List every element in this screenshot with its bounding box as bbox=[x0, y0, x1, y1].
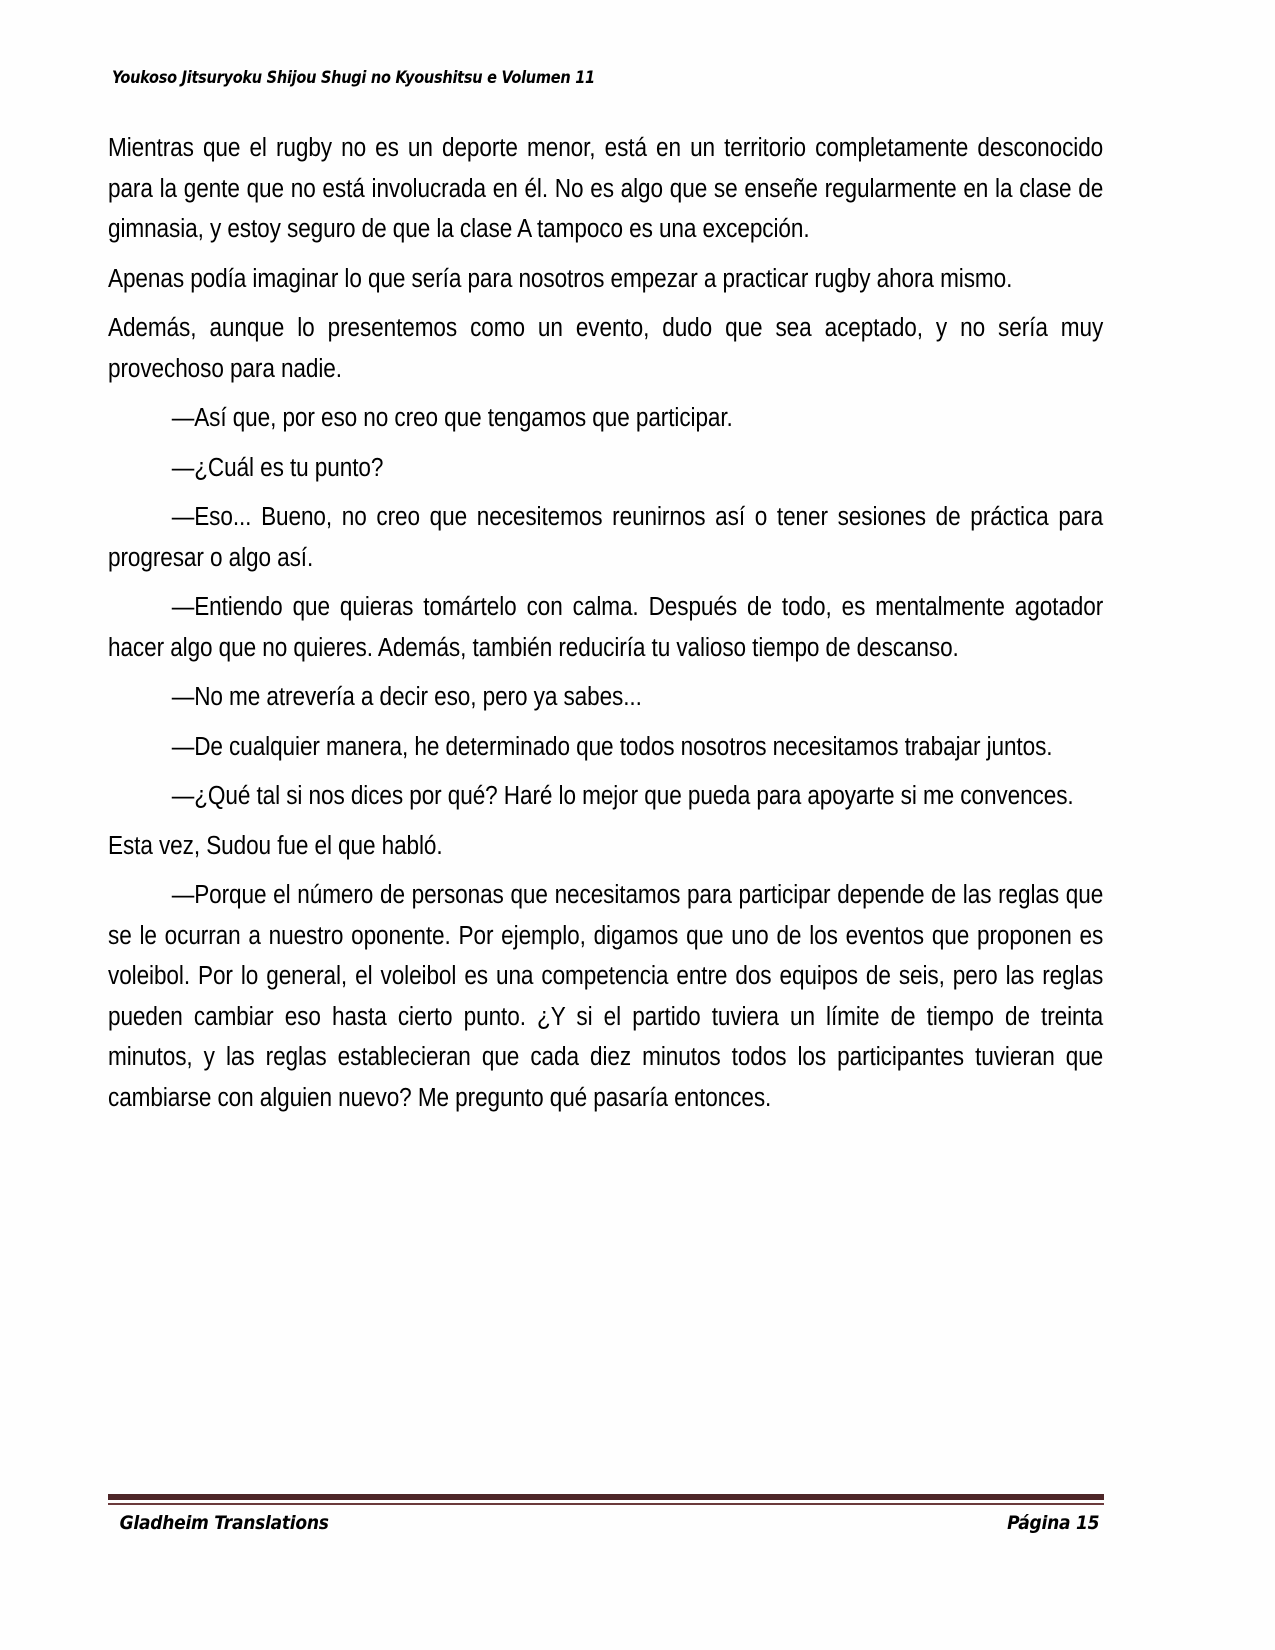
paragraph-dialogue: —No me atrevería a decir eso, pero ya sabes... bbox=[171, 683, 642, 711]
paragraph-dialogue: —De cualquier manera, he determinado que todos nosotros necesitamos trabajar juntos. bbox=[171, 732, 1053, 761]
paragraph-body: Además, aunque lo presentemos como un evento, dudo que sea aceptado, y no sería muy provechoso para nadie. bbox=[108, 314, 1104, 383]
paragraph-dialogue: —Eso... Bueno, no creo que necesitemos reunirnos así o tener sesiones de práctica para progresar o algo así. bbox=[108, 503, 1104, 572]
paragraph-dialogue: —¿Qué tal si nos dices por qué? Haré lo mejor que pueda para apoyarte si me convences. bbox=[171, 782, 1074, 810]
footer-translator-credit: Gladheim Translations bbox=[119, 1512, 329, 1534]
footer-page-number: Página 15 bbox=[1006, 1512, 1099, 1534]
paragraph-body: Mientras que el rugby no es un deporte menor, está en un territorio completamente desconocido para la gente que no está involucrada en él. No es algo que se enseñe regularmente en la clase de gimnasia, y estoy seguro de que la clase A tampoco es una excepción. bbox=[108, 134, 1104, 243]
page-footer bbox=[108, 1512, 1104, 1534]
running-header: Youkoso Jitsuryoku Shijou Shugi no Kyoushitsu e Volumen 11 bbox=[112, 68, 595, 87]
paragraph-dialogue: —Así que, por eso no creo que tengamos que participar. bbox=[171, 404, 733, 432]
paragraph-dialogue: —Porque el número de personas que necesitamos para participar depende de las reglas que se le ocurran a nuestro oponente. Por ejemplo, digamos que uno de los eventos que proponen es voleibol. Por lo general, el voleibol es una competencia entre dos equipos de seis, pero las reglas pueden cambiar eso hasta cierto punto. ¿Y si el partido tuviera un límite de tiempo de treinta minutos, y las reglas establecieran que cada diez minutos todos los participantes tuvieran que cambiarse con alguien nuevo? Me pregunto qué pasaría entonces. bbox=[108, 881, 1104, 1112]
paragraph-body: Esta vez, Sudou fue el que habló. bbox=[108, 831, 443, 860]
footer-rule-thin bbox=[108, 1503, 1104, 1505]
document-body bbox=[108, 128, 1104, 1127]
footer-divider bbox=[108, 1494, 1104, 1505]
paragraph-dialogue: —¿Cuál es tu punto? bbox=[171, 453, 384, 482]
paragraph-body: Apenas podía imaginar lo que sería para nosotros empezar a practicar rugby ahora mismo. bbox=[108, 264, 1013, 293]
paragraph-dialogue: —Entiendo que quieras tomártelo con calma. Después de todo, es mentalmente agotador hacer algo que no quieres. Además, también reduciría tu valioso tiempo de descanso. bbox=[108, 593, 1104, 662]
